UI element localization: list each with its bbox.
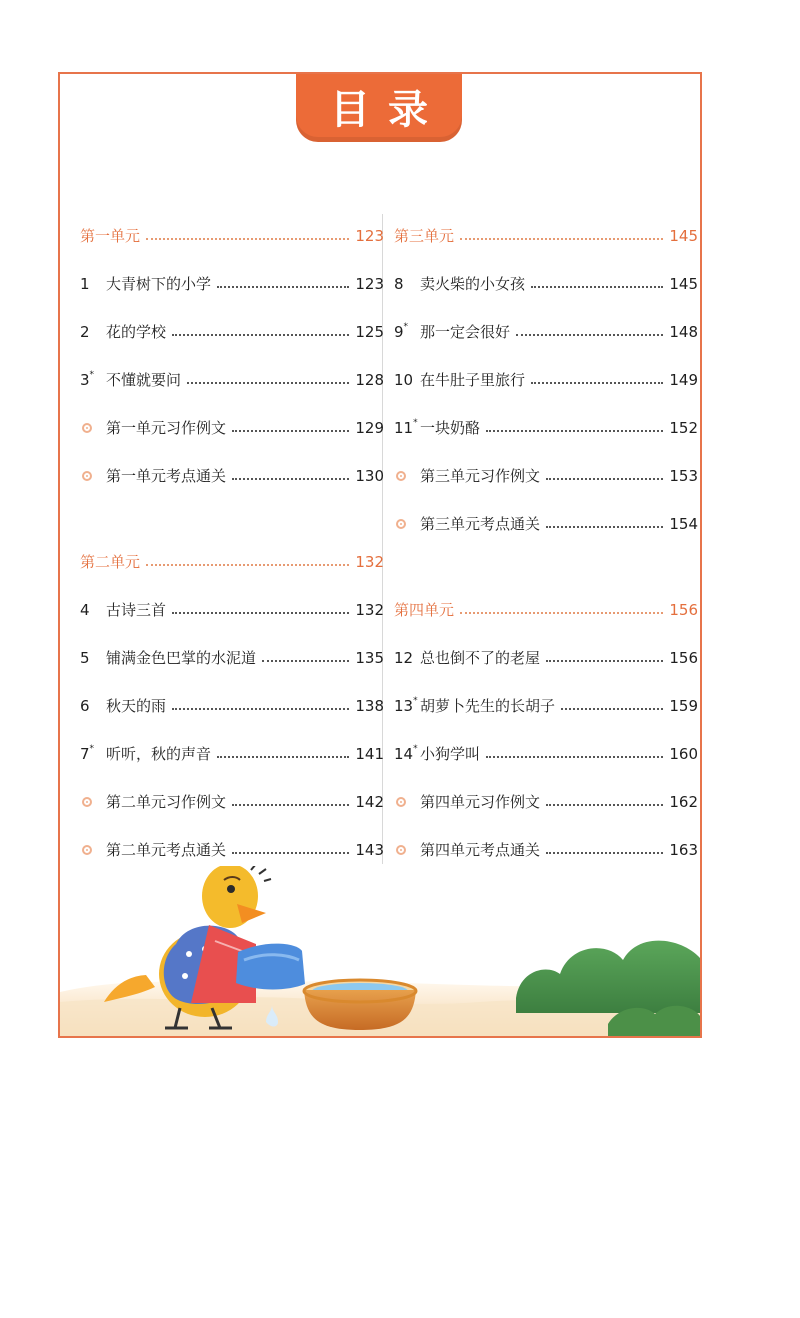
entry-number xyxy=(80,696,106,715)
page-number: 159 xyxy=(669,696,698,715)
contents-entry xyxy=(394,730,698,778)
entry-number xyxy=(80,600,106,619)
left-contents-column xyxy=(80,212,384,874)
entry-number-text: 7 xyxy=(80,744,90,763)
bush-icon xyxy=(516,941,700,1038)
dot-leader xyxy=(546,804,663,806)
entry-number-text: 12 xyxy=(394,648,414,667)
entry-title: 一块奶酪 xyxy=(420,418,481,437)
page-number: 162 xyxy=(669,792,698,811)
page-number: 153 xyxy=(669,466,698,485)
entry-title: 古诗三首 xyxy=(106,600,167,619)
dot-leader xyxy=(172,708,349,710)
entry-number xyxy=(80,648,106,667)
page-number: 148 xyxy=(669,322,698,341)
dot-leader xyxy=(531,286,663,288)
entry-number xyxy=(394,274,420,293)
contents-entry xyxy=(394,826,698,874)
unit-spacing xyxy=(80,500,384,538)
contents-entry xyxy=(80,826,384,874)
page-number: 130 xyxy=(355,466,384,485)
entry-marker xyxy=(394,845,420,855)
unit-section xyxy=(80,212,384,500)
right-contents-column xyxy=(394,212,698,874)
page-number: 132 xyxy=(355,600,384,619)
dot-leader xyxy=(546,852,663,854)
entry-title: 听听，秋的声音 xyxy=(106,744,212,763)
page-number: 142 xyxy=(355,792,384,811)
unit-title: 第三单元 xyxy=(394,226,455,245)
entry-marker xyxy=(80,845,106,855)
page-number: 129 xyxy=(355,418,384,437)
contents-entry xyxy=(394,682,698,730)
entry-number-text: 8 xyxy=(394,274,404,293)
contents-entry xyxy=(394,356,698,404)
entry-title: 第一单元习作例文 xyxy=(106,418,227,437)
dot-leader xyxy=(561,708,663,710)
contents-entry xyxy=(80,682,384,730)
chick-washing-illustration xyxy=(60,866,700,1038)
ring-bullet-icon xyxy=(82,423,92,433)
contents-entry xyxy=(394,778,698,826)
dot-leader xyxy=(486,756,663,758)
dot-leader xyxy=(146,238,349,240)
entry-number-text: 3 xyxy=(80,370,90,389)
entry-number xyxy=(394,370,420,389)
page-title: 目录 xyxy=(330,85,446,133)
contents-entry xyxy=(80,260,384,308)
dot-leader xyxy=(217,756,349,758)
optional-lesson-asterisk: * xyxy=(413,743,418,754)
page-number: 156 xyxy=(669,600,698,619)
page-number: 163 xyxy=(669,840,698,859)
unit-spacing xyxy=(394,548,698,586)
entry-title: 第四单元考点通关 xyxy=(420,840,541,859)
unit-section xyxy=(394,586,698,874)
entry-number xyxy=(80,322,106,341)
entry-title: 第三单元习作例文 xyxy=(420,466,541,485)
entry-number xyxy=(394,743,420,763)
optional-lesson-asterisk: * xyxy=(413,695,418,706)
entry-title: 第二单元考点通关 xyxy=(106,840,227,859)
ring-bullet-icon xyxy=(396,519,406,529)
entry-title: 第四单元习作例文 xyxy=(420,792,541,811)
entry-number xyxy=(80,369,106,389)
page-number: 149 xyxy=(669,370,698,389)
entry-title: 那一定会很好 xyxy=(420,322,511,341)
entry-title: 第三单元考点通关 xyxy=(420,514,541,533)
dot-leader xyxy=(232,478,349,480)
entry-title: 第二单元习作例文 xyxy=(106,792,227,811)
dot-leader xyxy=(531,382,663,384)
entry-number-text: 5 xyxy=(80,648,90,667)
contents-entry xyxy=(80,586,384,634)
entry-title: 在牛肚子里旅行 xyxy=(420,370,526,389)
entry-title: 第一单元考点通关 xyxy=(106,466,227,485)
unit-header-row xyxy=(394,586,698,634)
contents-entry xyxy=(80,634,384,682)
contents-entry xyxy=(394,404,698,452)
page-number: 156 xyxy=(669,648,698,667)
contents-entry xyxy=(394,260,698,308)
entry-number-text: 11 xyxy=(394,418,414,437)
page-number: 154 xyxy=(669,514,698,533)
page-number: 135 xyxy=(355,648,384,667)
entry-marker xyxy=(394,471,420,481)
entry-title: 卖火柴的小女孩 xyxy=(420,274,526,293)
page-number: 145 xyxy=(669,274,698,293)
contents-entry xyxy=(394,634,698,682)
ring-bullet-icon xyxy=(396,797,406,807)
page-number: 143 xyxy=(355,840,384,859)
ring-bullet-icon xyxy=(82,845,92,855)
unit-header-row xyxy=(80,212,384,260)
page-number: 152 xyxy=(669,418,698,437)
ring-bullet-icon xyxy=(82,797,92,807)
unit-header-row xyxy=(394,212,698,260)
dot-leader xyxy=(546,478,663,480)
page-number: 123 xyxy=(355,274,384,293)
entry-title: 秋天的雨 xyxy=(106,696,167,715)
entry-title: 铺满金色巴掌的水泥道 xyxy=(106,648,257,667)
entry-number xyxy=(394,321,420,341)
dot-leader xyxy=(460,612,663,614)
entry-marker xyxy=(80,471,106,481)
contents-entry xyxy=(80,730,384,778)
dot-leader xyxy=(232,430,349,432)
page-number: 123 xyxy=(355,226,384,245)
entry-number-text: 6 xyxy=(80,696,90,715)
page-number: 138 xyxy=(355,696,384,715)
contents-page-frame xyxy=(58,72,702,1038)
entry-number xyxy=(394,417,420,437)
entry-title: 总也倒不了的老屋 xyxy=(420,648,541,667)
entry-title: 小狗学叫 xyxy=(420,744,481,763)
entry-title: 花的学校 xyxy=(106,322,167,341)
unit-header-row xyxy=(80,538,384,586)
entry-number-text: 13 xyxy=(394,696,414,715)
entry-title: 大青树下的小学 xyxy=(106,274,212,293)
towel-icon xyxy=(236,944,305,990)
contents-entry xyxy=(80,778,384,826)
unit-title: 第二单元 xyxy=(80,552,141,571)
contents-entry xyxy=(394,308,698,356)
dot-leader xyxy=(516,334,663,336)
entry-title: 不懂就要问 xyxy=(106,370,182,389)
dot-leader xyxy=(187,382,349,384)
entry-number-text: 1 xyxy=(80,274,90,293)
page-number: 132 xyxy=(355,552,384,571)
dot-leader xyxy=(546,660,663,662)
page-number: 125 xyxy=(355,322,384,341)
entry-number xyxy=(394,648,420,667)
optional-lesson-asterisk: * xyxy=(89,743,95,754)
contents-entry xyxy=(394,452,698,500)
contents-entry xyxy=(80,404,384,452)
dot-leader xyxy=(232,852,349,854)
entry-marker xyxy=(80,423,106,433)
ring-bullet-icon xyxy=(82,471,92,481)
dot-leader xyxy=(460,238,663,240)
page-number: 160 xyxy=(669,744,698,763)
unit-title: 第四单元 xyxy=(394,600,455,619)
entry-number xyxy=(80,274,106,293)
dot-leader xyxy=(172,334,349,336)
contents-entry xyxy=(80,308,384,356)
unit-section xyxy=(394,212,698,548)
optional-lesson-asterisk: * xyxy=(403,321,409,332)
optional-lesson-asterisk: * xyxy=(89,369,95,380)
ring-bullet-icon xyxy=(396,845,406,855)
contents-entry xyxy=(80,452,384,500)
dot-leader xyxy=(486,430,663,432)
entry-marker xyxy=(80,797,106,807)
dot-leader xyxy=(172,612,349,614)
dot-leader xyxy=(146,564,349,566)
title-tab xyxy=(296,72,462,142)
entry-number-text: 2 xyxy=(80,322,90,341)
water-basin-icon xyxy=(304,980,416,1030)
entry-number xyxy=(80,743,106,763)
dot-leader xyxy=(232,804,349,806)
ring-bullet-icon xyxy=(396,471,406,481)
entry-marker xyxy=(394,797,420,807)
dot-leader xyxy=(546,526,663,528)
page-number: 128 xyxy=(355,370,384,389)
optional-lesson-asterisk: * xyxy=(413,417,418,428)
contents-entry xyxy=(394,500,698,548)
entry-marker xyxy=(394,519,420,529)
entry-number-text: 9 xyxy=(394,322,404,341)
entry-number-text: 14 xyxy=(394,744,414,763)
unit-section xyxy=(80,538,384,874)
entry-title: 胡萝卜先生的长胡子 xyxy=(420,696,556,715)
entry-number-text: 10 xyxy=(394,370,414,389)
entry-number-text: 4 xyxy=(80,600,90,619)
contents-entry xyxy=(80,356,384,404)
dot-leader xyxy=(262,660,349,662)
entry-number xyxy=(394,695,420,715)
page-number: 141 xyxy=(355,744,384,763)
dot-leader xyxy=(217,286,349,288)
unit-title: 第一单元 xyxy=(80,226,141,245)
page-number: 145 xyxy=(669,226,698,245)
chick-icon xyxy=(104,866,295,1028)
